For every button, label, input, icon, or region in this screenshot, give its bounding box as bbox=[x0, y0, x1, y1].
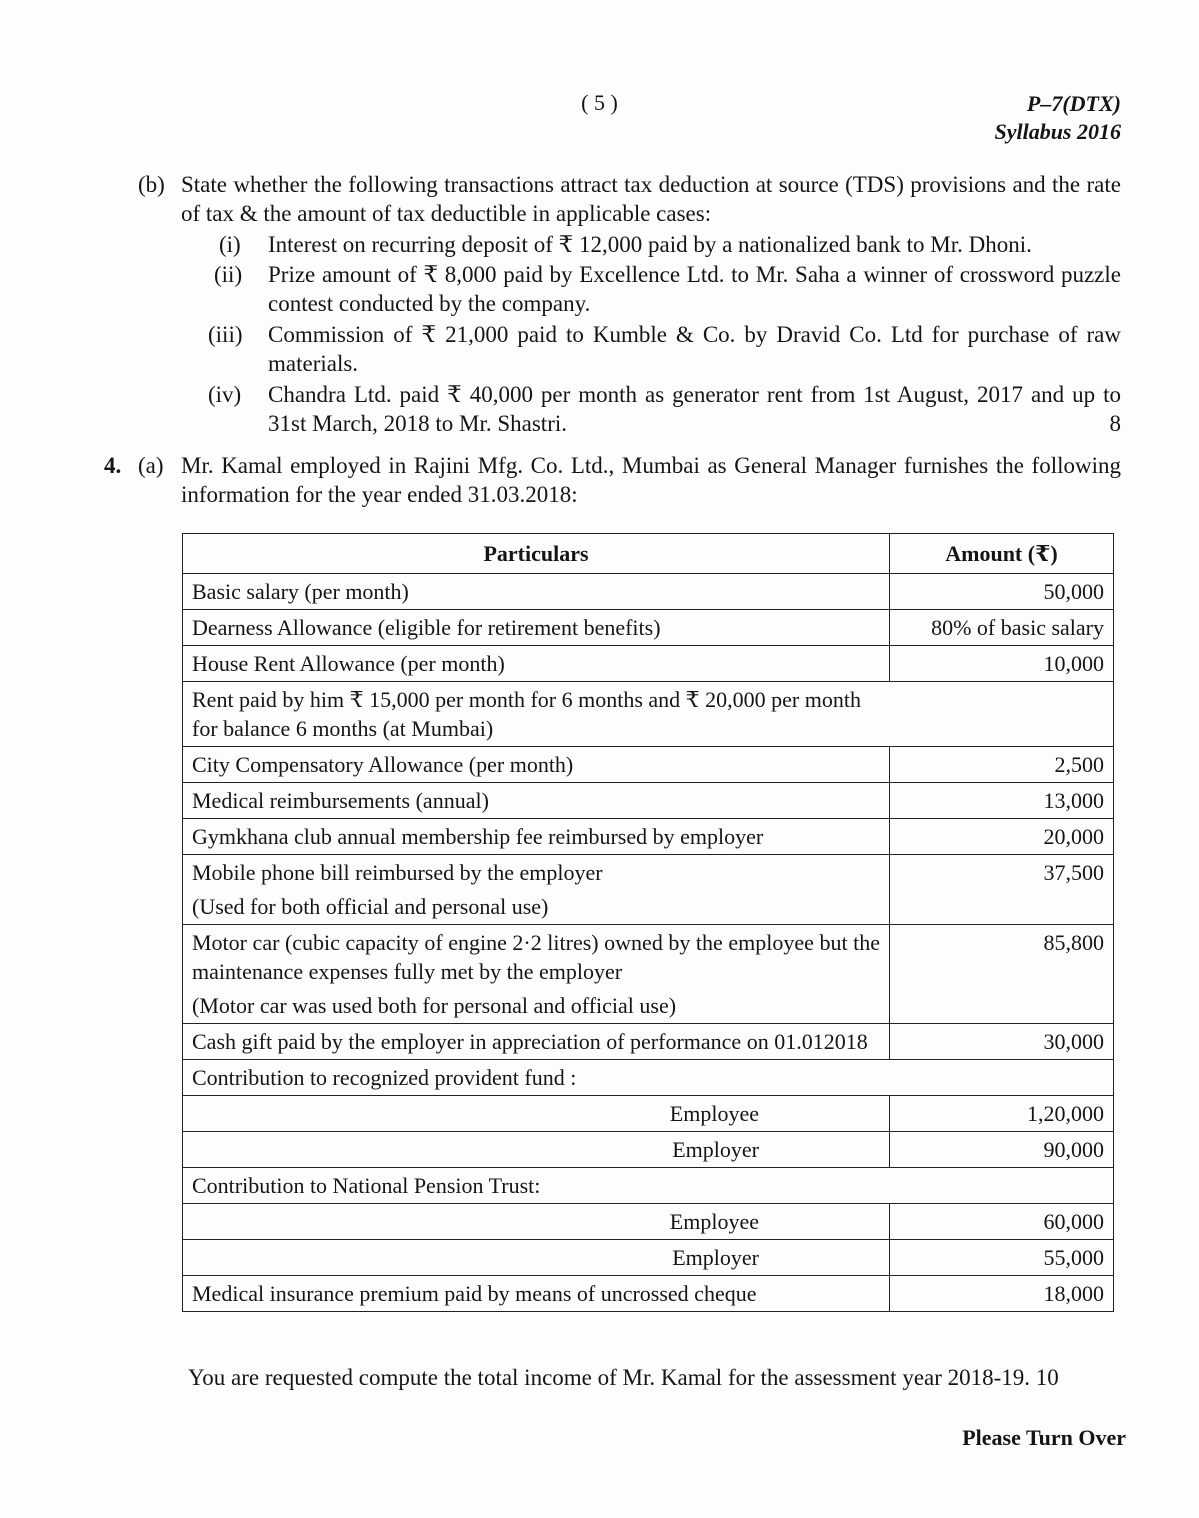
row-particular: Medical insurance premium paid by means of uncrossed cheque bbox=[183, 1276, 890, 1312]
row-particular: Dearness Allowance (eligible for retirement benefits) bbox=[183, 610, 890, 646]
paper-code bbox=[994, 90, 1121, 146]
table-row bbox=[183, 819, 1114, 855]
row-particular bbox=[183, 682, 1114, 747]
row-note: (Used for both official and personal use) bbox=[192, 894, 549, 919]
table-row bbox=[183, 1132, 1114, 1168]
row-amount: 30,000 bbox=[890, 1024, 1114, 1060]
table-row bbox=[183, 610, 1114, 646]
item-iv-text: Chandra Ltd. paid ₹ 40,000 per month as generator rent from 1st August, 2017 and up to 31st March, 2018 to Mr. Shastri. bbox=[268, 382, 1121, 436]
row-particular: Basic salary (per month) bbox=[183, 574, 890, 610]
row-amount: 10,000 bbox=[890, 646, 1114, 682]
table-row bbox=[183, 925, 1114, 1024]
row-amount: 20,000 bbox=[890, 819, 1114, 855]
item-ii-text: Prize amount of ₹ 8,000 paid by Excellence Ltd. to Mr. Saha a winner of crossword puzzle contest conducted by the company. bbox=[268, 262, 1121, 316]
header-particulars: Particulars bbox=[183, 534, 890, 574]
part-a-text: Mr. Kamal employed in Rajini Mfg. Co. Ltd., Mumbai as General Manager furnishes the following information for the year ended 31.03.2018: bbox=[181, 453, 1121, 507]
row-particular: House Rent Allowance (per month) bbox=[183, 646, 890, 682]
row-particular: Employee bbox=[183, 1096, 890, 1132]
table-header-row bbox=[183, 534, 1114, 574]
row-particular: Medical reimbursements (annual) bbox=[183, 783, 890, 819]
item-ii-label: (ii) bbox=[214, 262, 243, 287]
table-row bbox=[183, 646, 1114, 682]
marks-3b: 8 bbox=[1109, 411, 1121, 436]
row-particular: Contribution to National Pension Trust: bbox=[183, 1168, 1114, 1204]
item-iii-label: (iii) bbox=[208, 322, 243, 347]
table-row bbox=[183, 1060, 1114, 1096]
row-particular: Employer bbox=[183, 1240, 890, 1276]
item-i-label: (i) bbox=[219, 232, 241, 257]
rent-text: Rent paid by him ₹ 15,000 per month for 6 months and ₹ 20,000 per month for balance 6 months (at Mumbai) bbox=[192, 687, 861, 741]
row-particular: City Compensatory Allowance (per month) bbox=[183, 747, 890, 783]
row-particular: Employer bbox=[183, 1132, 890, 1168]
row-amount: 85,800 bbox=[890, 925, 1114, 1024]
row-amount: 18,000 bbox=[890, 1276, 1114, 1312]
row-note: (Motor car was used both for personal and official use) bbox=[192, 993, 677, 1018]
table-row bbox=[183, 747, 1114, 783]
row-amount: 55,000 bbox=[890, 1240, 1114, 1276]
row-particular: Cash gift paid by the employer in appreciation of performance on 01.012018 bbox=[183, 1024, 890, 1060]
table-row bbox=[183, 855, 1114, 925]
question-number: 4. bbox=[104, 453, 122, 478]
table-row bbox=[183, 682, 1114, 747]
table-row bbox=[183, 783, 1114, 819]
row-amount: 50,000 bbox=[890, 574, 1114, 610]
row-particular bbox=[183, 855, 890, 925]
salary-table bbox=[182, 533, 1114, 1312]
part-a-label: (a) bbox=[138, 453, 164, 478]
row-particular bbox=[183, 925, 890, 1024]
syllabus-line: Syllabus 2016 bbox=[994, 119, 1121, 144]
row-particular: Employee bbox=[183, 1204, 890, 1240]
row-amount: 90,000 bbox=[890, 1132, 1114, 1168]
header-amount: Amount (₹) bbox=[890, 534, 1114, 574]
item-iv-label: (iv) bbox=[208, 382, 242, 407]
closing-instruction: You are requested compute the total income of Mr. Kamal for the assessment year 2018-19. 10 bbox=[188, 1365, 1059, 1390]
table-row bbox=[183, 1168, 1114, 1204]
row-particular: Gymkhana club annual membership fee reimbursed by employer bbox=[183, 819, 890, 855]
row-amount: 13,000 bbox=[890, 783, 1114, 819]
table-row bbox=[183, 1096, 1114, 1132]
row-amount: 37,500 bbox=[890, 855, 1114, 925]
row-particular: Contribution to recognized provident fund : bbox=[183, 1060, 1114, 1096]
page-number: ( 5 ) bbox=[581, 90, 618, 115]
table-row bbox=[183, 574, 1114, 610]
row-amount: 80% of basic salary bbox=[890, 610, 1114, 646]
part-b-text: State whether the following transactions attract tax deduction at source (TDS) provisions and the rate of tax & the amount of tax deductible in applicable cases: bbox=[181, 172, 1121, 226]
row-line: Motor car (cubic capacity of engine 2·2 litres) owned by the employee but the maintenance expenses fully met by the employer bbox=[192, 930, 880, 984]
row-line: Mobile phone bill reimbursed by the employer bbox=[192, 860, 603, 885]
part-b-label: (b) bbox=[138, 172, 165, 197]
item-iii-text: Commission of ₹ 21,000 paid to Kumble & Co. by Dravid Co. Ltd for purchase of raw materials. bbox=[268, 322, 1121, 376]
paper-code-line: P–7(DTX) bbox=[1026, 91, 1121, 116]
row-amount: 2,500 bbox=[890, 747, 1114, 783]
table-row bbox=[183, 1276, 1114, 1312]
row-amount: 60,000 bbox=[890, 1204, 1114, 1240]
table-row bbox=[183, 1240, 1114, 1276]
please-turn-over: Please Turn Over bbox=[962, 1425, 1126, 1450]
row-amount: 1,20,000 bbox=[890, 1096, 1114, 1132]
table-row bbox=[183, 1024, 1114, 1060]
item-i-text: Interest on recurring deposit of ₹ 12,000 paid by a nationalized bank to Mr. Dhoni. bbox=[268, 232, 1032, 257]
table-row bbox=[183, 1204, 1114, 1240]
